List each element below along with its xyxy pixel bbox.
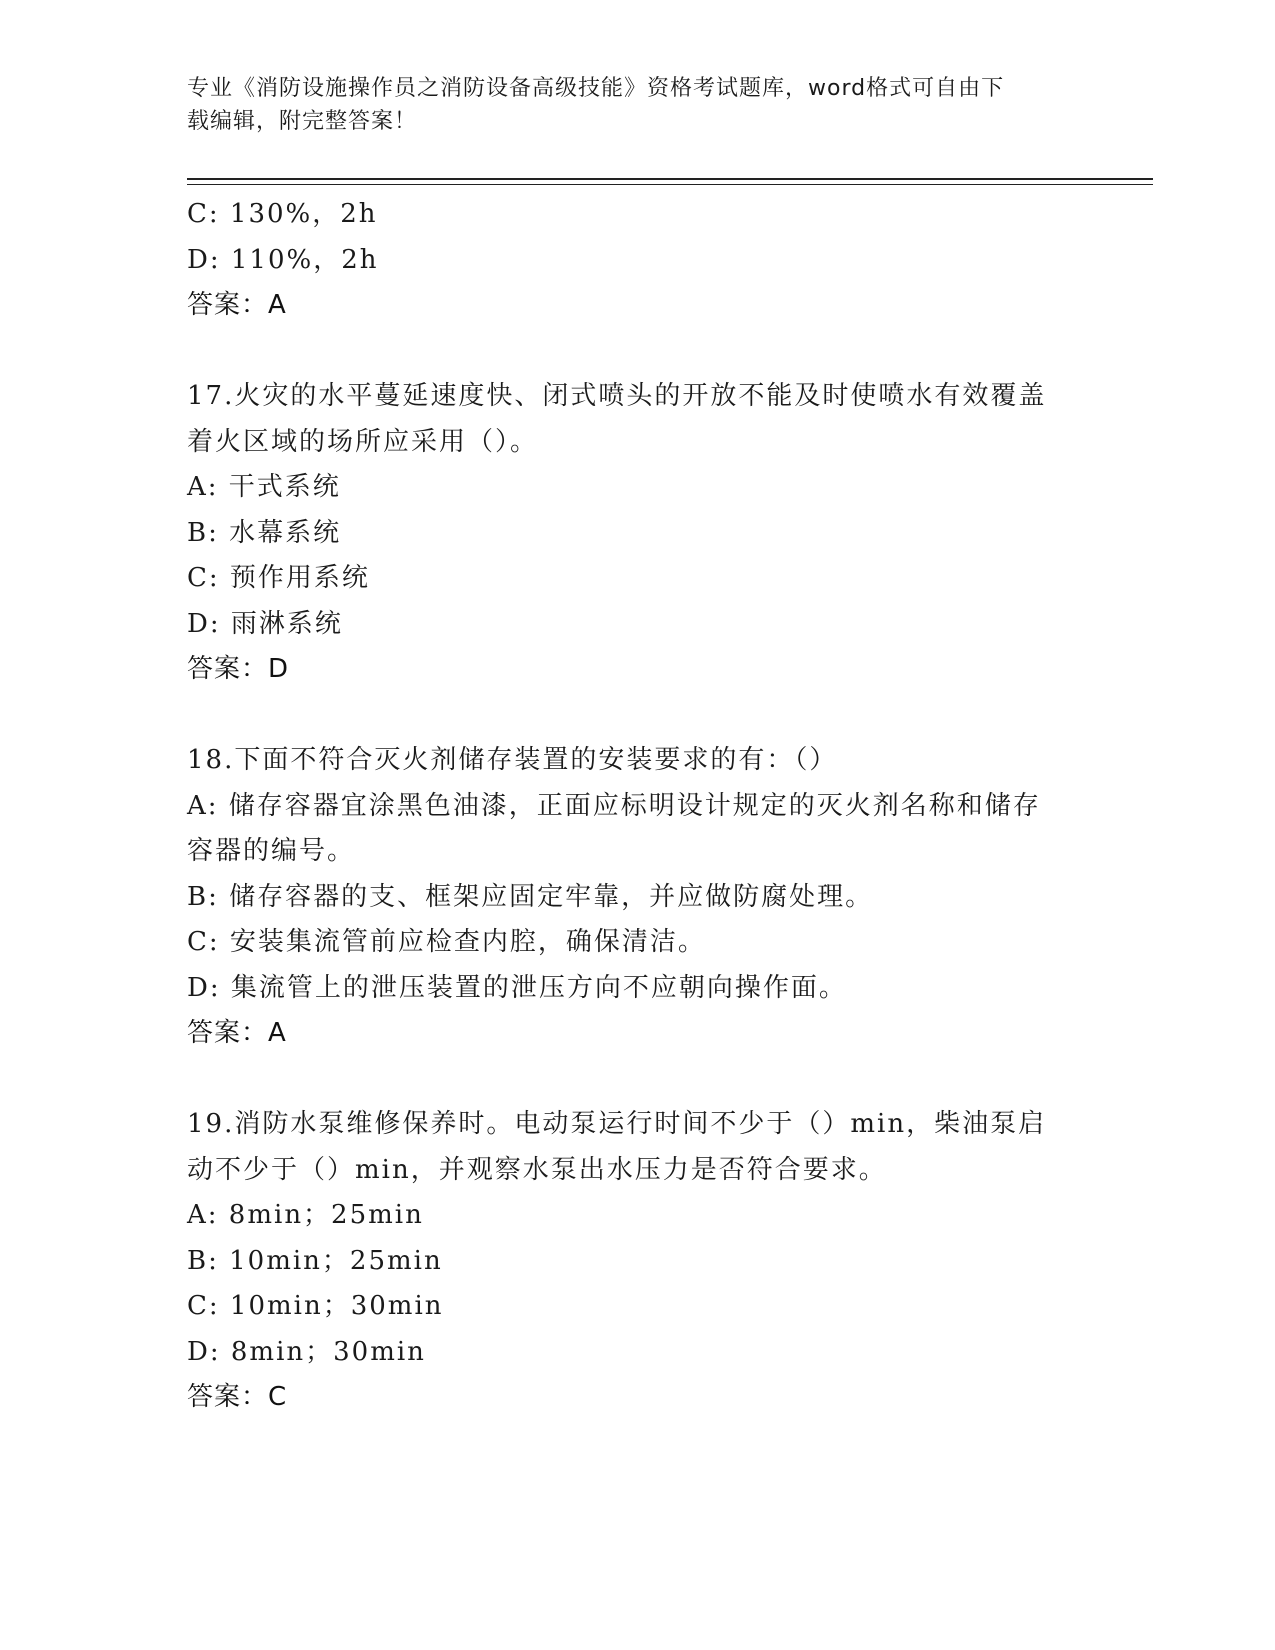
question-stem: 19.消防水泵维修保养时。电动泵运行时间不少于（）min，柴油泵启	[187, 1109, 1047, 1139]
header-line-2: 载编辑，附完整答案！	[187, 109, 418, 134]
question-stem: 着火区域的场所应采用（）。	[187, 426, 539, 457]
option-c: C: 安装集流管前应检查内腔，确保清洁。	[187, 927, 706, 957]
answer-line: 答案：C	[187, 1382, 288, 1412]
option-b: B: 水幕系统	[187, 517, 342, 548]
question-stem: 17.火灾的水平蔓延速度快、闭式喷头的开放不能及时使喷水有效覆盖	[187, 381, 1047, 411]
option-c: C: 10min；30min	[187, 1291, 444, 1321]
option-b: B: 10min；25min	[187, 1245, 443, 1276]
answer-line: 答案：A	[187, 1018, 287, 1048]
option-d: D: 集流管上的泄压装置的泄压方向不应朝向操作面。	[187, 972, 847, 1003]
option-a: A: 干式系统	[187, 472, 341, 502]
option-c: C: 130%，2h	[187, 199, 378, 229]
header-divider-thin	[187, 184, 1153, 185]
option-d: D: 8min；30min	[187, 1336, 426, 1367]
question-stem: 18.下面不符合灭火剂储存装置的安装要求的有：（）	[187, 745, 838, 775]
option-a: A: 储存容器宜涂黑色油漆，正面应标明设计规定的灭火剂名称和储存	[187, 790, 1041, 821]
option-a-continued: 容器的编号。	[187, 836, 356, 866]
header-divider-thick	[187, 178, 1153, 180]
question-17	[187, 374, 1087, 693]
option-b: B: 储存容器的支、框架应固定牢靠，并应做防腐处理。	[187, 881, 874, 912]
question-18	[187, 738, 1087, 1057]
option-d: D: 110%，2h	[187, 244, 379, 275]
question-stem: 动不少于（）min，并观察水泵出水压力是否符合要求。	[187, 1154, 887, 1185]
answer-line: 答案：A	[187, 290, 287, 320]
question-content	[187, 192, 1087, 1421]
option-a: A: 8min；25min	[187, 1200, 424, 1230]
previous-question-tail	[187, 192, 1087, 329]
answer-line: 答案：D	[187, 654, 290, 684]
header-line-1: 专业《消防设施操作员之消防设备高级技能》资格考试题库，word格式可自由下	[187, 76, 1005, 101]
option-d: D: 雨淋系统	[187, 608, 343, 639]
option-c: C: 预作用系统	[187, 563, 370, 593]
question-19	[187, 1102, 1087, 1421]
document-header	[187, 72, 1067, 138]
